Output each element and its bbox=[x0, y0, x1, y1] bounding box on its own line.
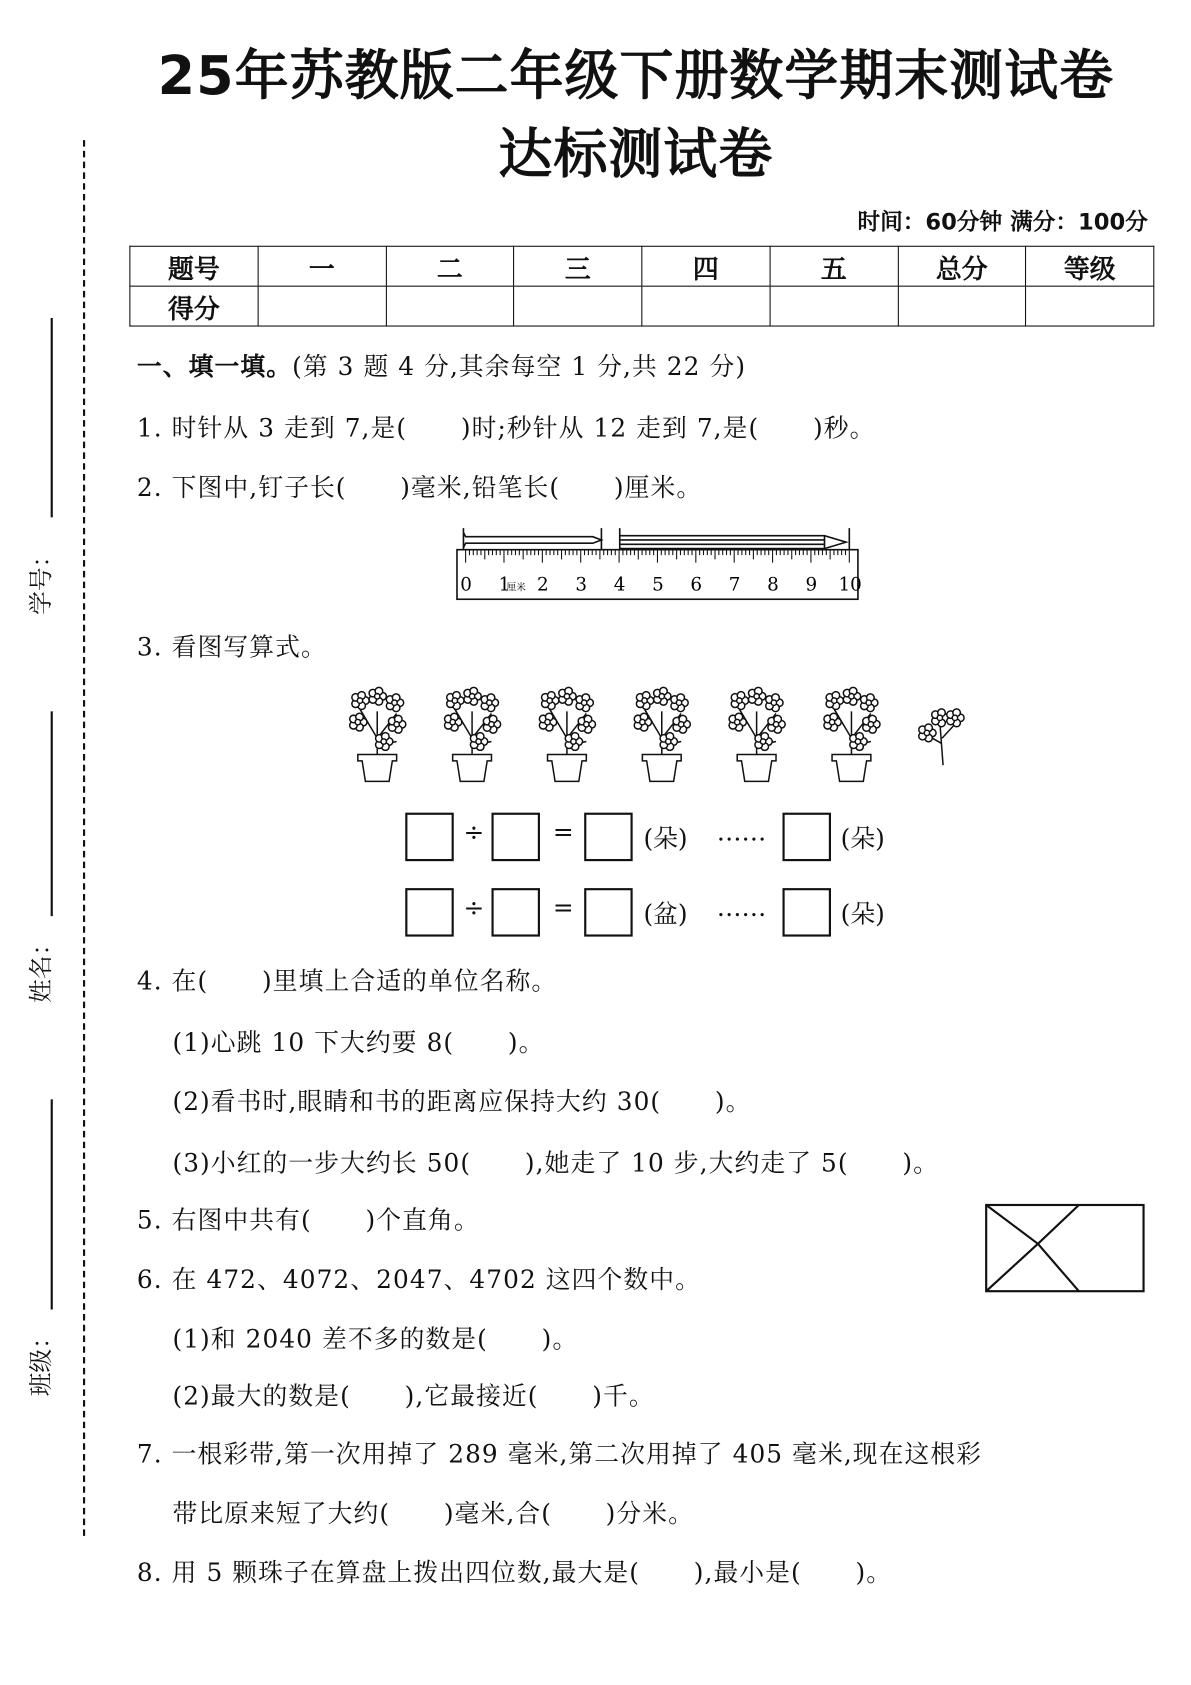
flower-pot-icon bbox=[824, 687, 880, 781]
divide-sign: ÷ bbox=[463, 819, 485, 848]
student-id-label: 学号： bbox=[28, 543, 56, 615]
flower-pot-icon bbox=[445, 687, 501, 781]
table-cell: 等级 bbox=[1026, 246, 1154, 286]
score-cell[interactable] bbox=[898, 286, 1026, 326]
score-cell[interactable] bbox=[386, 286, 514, 326]
question-7-cont: 带比原来短了大约( )毫米,合( )分米。 bbox=[172, 1500, 695, 1529]
table-cell: 一 bbox=[258, 246, 386, 286]
unit-label: (朵) bbox=[840, 825, 885, 854]
table-cell: 题号 bbox=[130, 246, 258, 286]
right-angle-figure bbox=[984, 1203, 1146, 1294]
section-heading: 一、填一填。 bbox=[136, 353, 293, 382]
answer-box[interactable] bbox=[491, 813, 540, 862]
remainder-dots: …… bbox=[716, 819, 767, 848]
answer-box[interactable] bbox=[782, 813, 831, 862]
equals-sign: = bbox=[552, 819, 574, 848]
nail-icon bbox=[463, 528, 601, 550]
table-cell: 得分 bbox=[130, 286, 258, 326]
ruler-label: 6 bbox=[690, 574, 703, 596]
flower-icon bbox=[919, 709, 964, 765]
table-cell: 五 bbox=[770, 246, 898, 286]
ruler-label: 9 bbox=[805, 574, 818, 596]
question-4: 4. 在( )里填上合适的单位名称。 bbox=[136, 967, 558, 996]
question-4-1: (1)心跳 10 下大约要 8( )。 bbox=[172, 1029, 545, 1058]
ruler-label: 0 bbox=[460, 574, 472, 596]
binding-dashed-line bbox=[83, 140, 85, 1536]
ruler-figure bbox=[453, 524, 863, 605]
score-cell[interactable] bbox=[770, 286, 898, 326]
class-label: 班级： bbox=[28, 1325, 56, 1397]
score-cell[interactable] bbox=[514, 286, 642, 326]
exam-subtitle: 达标测试卷 bbox=[498, 122, 774, 186]
unit-label: (朵) bbox=[643, 825, 688, 854]
question-6-2: (2)最大的数是( ),它最接近( )千。 bbox=[172, 1382, 655, 1411]
answer-box[interactable] bbox=[782, 888, 831, 937]
table-row bbox=[130, 246, 1154, 286]
answer-box[interactable] bbox=[584, 813, 633, 862]
exam-meta: 时间：60分钟 满分：100分 bbox=[857, 209, 1148, 235]
table-cell: 总分 bbox=[898, 246, 1026, 286]
unit-label: (朵) bbox=[840, 901, 885, 930]
ruler-label: 10 bbox=[838, 574, 862, 596]
ruler-label: 3 bbox=[575, 574, 587, 596]
score-cell[interactable] bbox=[642, 286, 770, 326]
question-6: 6. 在 472、4072、2047、4702 这四个数中。 bbox=[136, 1266, 701, 1295]
score-cell[interactable] bbox=[258, 286, 386, 326]
ruler-label: 1 bbox=[498, 574, 511, 596]
class-line bbox=[51, 1099, 53, 1309]
question-2: 2. 下图中,钉子长( )毫米,铅笔长( )厘米。 bbox=[136, 474, 703, 503]
equals-sign: = bbox=[552, 894, 574, 923]
ruler-label: 7 bbox=[728, 574, 741, 596]
ruler-label: 5 bbox=[652, 574, 664, 596]
ruler-unit: 厘米 bbox=[506, 582, 526, 594]
score-table bbox=[129, 246, 1154, 327]
flower-pot-icon bbox=[634, 687, 690, 781]
answer-box[interactable] bbox=[405, 813, 454, 862]
ruler-label: 2 bbox=[536, 574, 549, 596]
table-cell: 二 bbox=[386, 246, 514, 286]
ruler-label: 4 bbox=[613, 574, 626, 596]
table-cell: 三 bbox=[514, 246, 642, 286]
answer-box[interactable] bbox=[584, 888, 633, 937]
question-5: 5. 右图中共有( )个直角。 bbox=[136, 1207, 480, 1236]
table-row bbox=[130, 286, 1154, 326]
ruler-label: 8 bbox=[767, 574, 779, 596]
question-1: 1. 时针从 3 走到 7,是( )时;秒针从 12 走到 7,是( )秒。 bbox=[136, 414, 876, 443]
exam-title: 25年苏教版二年级下册数学期末测试卷 bbox=[157, 44, 1115, 107]
flower-pots-figure bbox=[345, 679, 981, 787]
question-3: 3. 看图写算式。 bbox=[136, 633, 327, 662]
score-cell[interactable] bbox=[1026, 286, 1154, 326]
question-4-2: (2)看书时,眼睛和书的距离应保持大约 30( )。 bbox=[172, 1088, 752, 1117]
table-cell: 四 bbox=[642, 246, 770, 286]
student-id-line bbox=[51, 318, 53, 517]
flower-pot-icon bbox=[350, 687, 406, 781]
answer-box[interactable] bbox=[405, 888, 454, 937]
name-line bbox=[51, 711, 53, 916]
answer-box[interactable] bbox=[491, 888, 540, 937]
section-note: (第 3 题 4 分,其余每空 1 分,共 22 分) bbox=[292, 353, 747, 382]
question-4-3: (3)小红的一步大约长 50( ),她走了 10 步,大约走了 5( )。 bbox=[172, 1150, 940, 1179]
question-8: 8. 用 5 颗珠子在算盘上拨出四位数,最大是( ),最小是( )。 bbox=[136, 1559, 893, 1588]
question-6-1: (1)和 2040 差不多的数是( )。 bbox=[172, 1325, 579, 1354]
remainder-dots: …… bbox=[716, 894, 767, 923]
flower-pot-icon bbox=[729, 687, 785, 781]
pencil-icon bbox=[620, 528, 850, 550]
divide-sign: ÷ bbox=[463, 894, 485, 923]
flower-pot-icon bbox=[539, 687, 595, 781]
question-7: 7. 一根彩带,第一次用掉了 289 毫米,第二次用掉了 405 毫米,现在这根彩 bbox=[136, 1441, 983, 1470]
name-label: 姓名： bbox=[28, 931, 56, 1003]
unit-label: (盆) bbox=[643, 901, 688, 930]
